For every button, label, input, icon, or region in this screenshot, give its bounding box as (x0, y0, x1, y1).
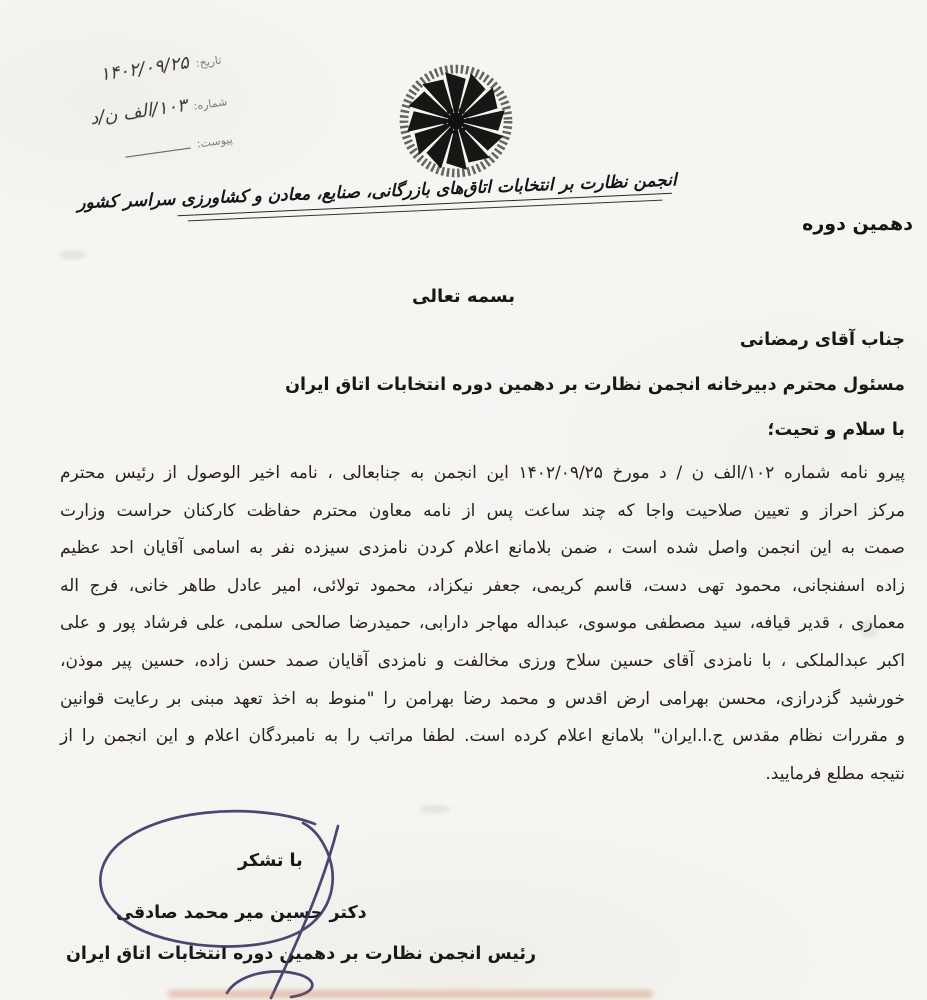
letter-body (60, 455, 905, 793)
body-line: نتیجه مطلع فرمایید. (765, 763, 905, 784)
meta-number-row (12, 89, 228, 140)
besmele-heading: بسمه تعالی (412, 286, 515, 307)
scan-artifact (860, 620, 878, 638)
number-value: ۱۰۳/الف ن/د (88, 94, 188, 130)
salutation: با سلام و تحیت؛ (767, 420, 905, 440)
attachment-label: پیوست: (196, 132, 234, 151)
signer-name: دکتر حسین میر محمد صادقی (116, 903, 367, 923)
number-label: شماره: (192, 95, 229, 113)
body-line: معماری ، قدیر قیافه، سید مصطفی موسوی، عبداله مهاجر دارابی، حمیدرضا صالحی سلمی، علی فرشاد پور و علی (60, 613, 905, 634)
body-line: صمت به این انجمن واصل شده است ، ضمن بلامانع اعلام کردن نامزدی سیزده نفر به اسامی آقایان احد عظیم (60, 538, 905, 559)
body-line: مرکز احراز و تعیین صلاحیت واجا که چند ساعت پس از نامه معاون محترم حفاظت کارکنان حراست وزارت (60, 500, 905, 521)
org-emblem-logo (388, 56, 524, 186)
emblem-center-hub (448, 113, 464, 129)
letter-meta-block (7, 48, 237, 198)
org-name-calligraphy: انجمن نظارت بر انتخابات اتاق‌های بازرگانی، صنایع، معادن و کشاورزی سراسر کشور (76, 170, 677, 214)
body-line: خورشید گزدرازی، محسن بهرامی ارض اقدس و محمد رضا بهرامن را "منوط به اخذ تعهد مبنی بر رعایت قوانین (60, 688, 905, 709)
body-line: پیرو نامه شماره ۱۰۲/الف ن / د مورخ ۱۴۰۲/۰۹/۲۵ این انجمن به جنابعالی ، نامه اخیر الوصول از رئیس محترم (60, 463, 905, 483)
body-line: زاده اسفنجانی، محمود تهی دست، قاسم کریمی، جعفر نیکزاد، محمود تولائی، امیر عادل طاهر خانی، فرج اله (60, 575, 905, 596)
signer-title: رئیس انجمن نظارت بر دهمین دوره انتخابات اتاق ایران (66, 944, 537, 964)
recipient-name: جناب آقای رمضانی (739, 330, 905, 350)
meta-attachment-row (18, 131, 233, 177)
date-label: تاریخ: (195, 53, 223, 71)
body-line: اکبر عبدالملکی ، با نامزدی آقای حسین سلاح ورزی مخالفت و نامزدی آقایان صمد حسن زاده، حسین پیر موذن، (60, 650, 905, 671)
period-label: دهمین دوره (802, 213, 913, 235)
scan-artifact (420, 805, 450, 813)
attachment-value: ــــــــــــــــ (123, 136, 192, 162)
closing-phrase: با تشکر (238, 851, 303, 871)
body-line: و مقررات نظام مقدس ج.ا.ایران" بلامانع اعلام کرده است. لطفا مراتب را به نامبردگان اعلام و این انجمن را از (60, 726, 905, 747)
scan-artifact (60, 250, 86, 260)
recipient-title: مسئول محترم دبیرخانه انجمن نظارت بر دهمین دوره انتخابات اتاق ایران (285, 375, 905, 395)
date-value: ۱۴۰۲/۰۹/۲۵ (98, 52, 191, 86)
meta-date-row (7, 48, 223, 99)
red-stamp-smudge (168, 990, 653, 998)
